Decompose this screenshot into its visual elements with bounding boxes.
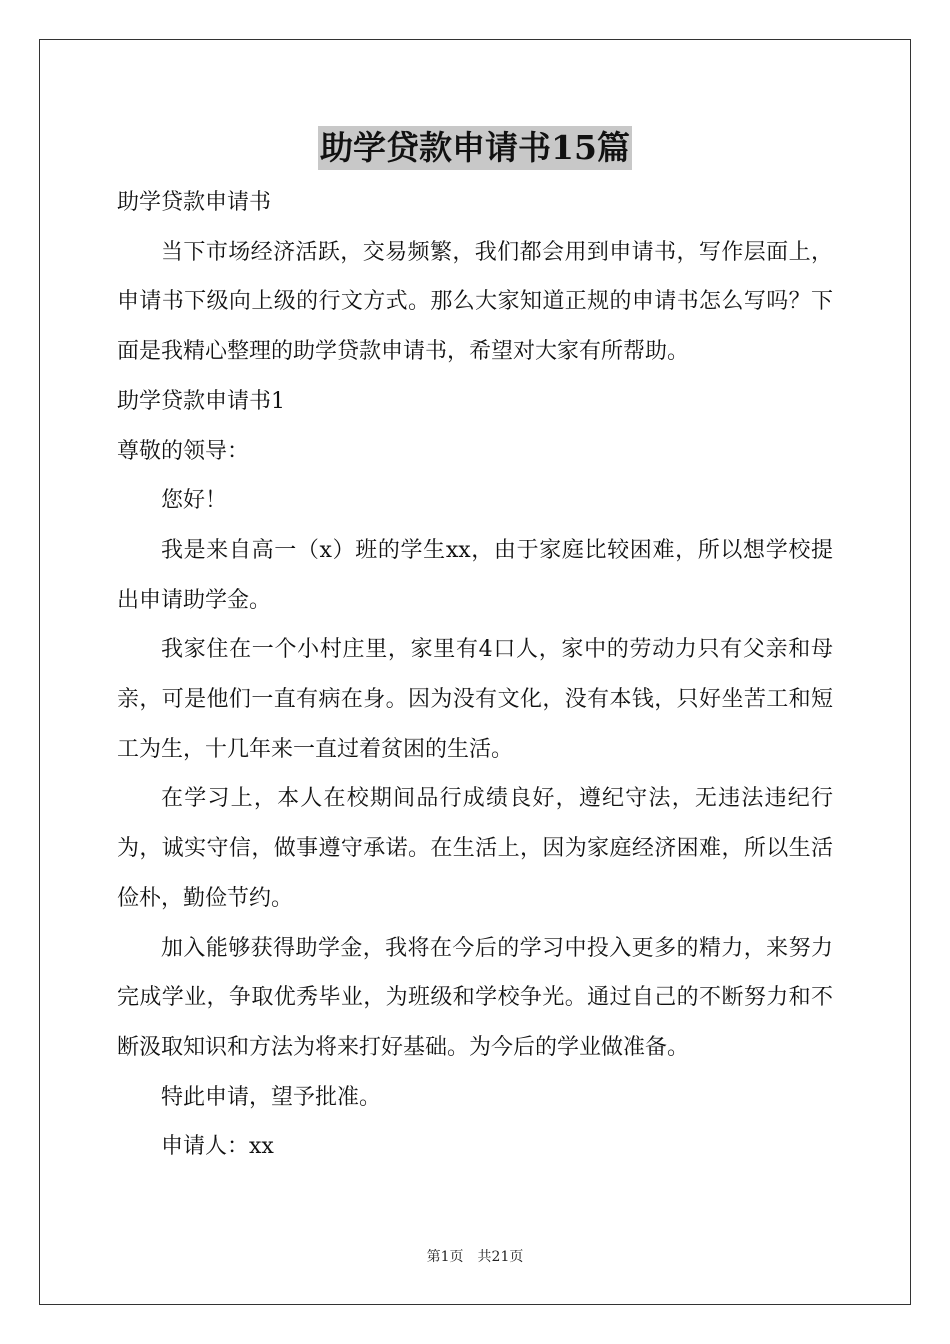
paragraph-body: 我家住在一个小村庄里，家里有4口人，家中的劳动力只有父亲和母亲，可是他们一直有病在身。因为没有文化，没有本钱，只好坐苦工和短工为生，十几年来一直过着贫困的生活。	[117, 637, 833, 762]
page-footer	[0, 1246, 950, 1266]
page-total: 共21页	[477, 1249, 524, 1265]
paragraph-greeting: 您好！	[161, 488, 228, 514]
paragraph-signature: 申请人：xx	[161, 1134, 274, 1160]
paragraph-closing: 特此申请，望予批准。	[161, 1084, 382, 1110]
title-container	[0, 126, 950, 170]
document-title: 助学贷款申请书15篇	[318, 126, 632, 170]
paragraph-body: 我是来自高一（x）班的学生xx，由于家庭比较困难，所以想学校提出申请助学金。	[117, 537, 833, 613]
paragraph-salutation: 尊敬的领导：	[117, 438, 250, 464]
paragraph-heading: 助学贷款申请书	[117, 190, 272, 215]
page-number: 第1页	[426, 1249, 464, 1265]
paragraph-body: 加入能够获得助学金，我将在今后的学习中投入更多的精力，来努力完成学业，争取优秀毕业，为班级和学校争光。通过自己的不断努力和不断汲取知识和方法为将来打好基础。为今后的学业做准备。	[117, 935, 833, 1060]
paragraph-body: 在学习上，本人在校期间品行成绩良好，遵纪守法，无违法违纪行为，诚实守信，做事遵守承诺。在生活上，因为家庭经济困难，所以生活俭朴，勤俭节约。	[117, 786, 833, 911]
document-body	[117, 178, 833, 1172]
paragraph-section-heading: 助学贷款申请书1	[117, 388, 285, 414]
paragraph-intro: 当下市场经济活跃，交易频繁，我们都会用到申请书，写作层面上，申请书下级向上级的行文方式。那么大家知道正规的申请书怎么写吗？下面是我精心整理的助学贷款申请书，希望对大家有所帮助。	[117, 239, 833, 365]
